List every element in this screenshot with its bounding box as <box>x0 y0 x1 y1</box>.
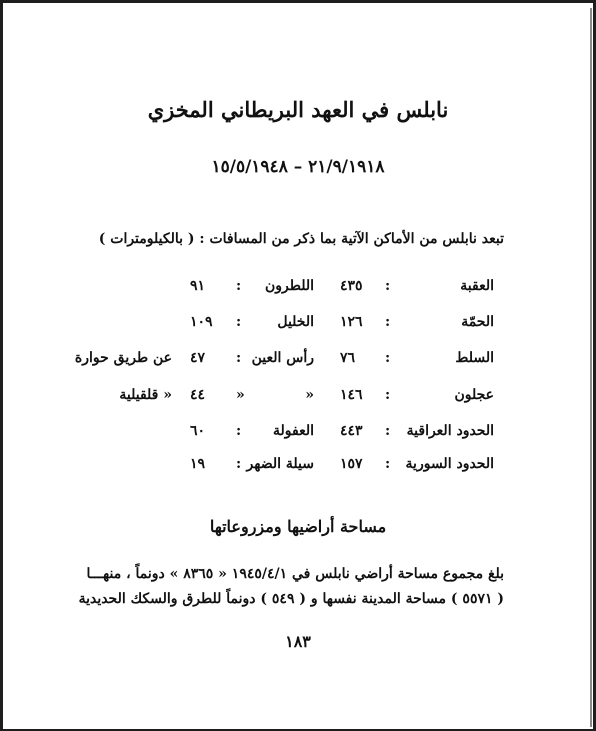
distance-value: ٩١ <box>190 278 206 294</box>
place-name: الحدود العراقية <box>406 423 494 439</box>
distance-note: « قلقيلية <box>119 387 172 403</box>
separator: : <box>385 423 391 439</box>
page-title: نابلس في العهد البريطاني المخزي <box>147 97 449 122</box>
distance-row <box>0 350 596 372</box>
place-name: عجلون <box>454 387 494 403</box>
ditto-mark: « <box>236 387 245 403</box>
date-range: ٢١/٩/١٩١٨ – ١٥/٥/١٩٤٨ <box>211 157 385 177</box>
place-name: السلط <box>455 350 494 366</box>
distance-row <box>0 423 596 445</box>
place-name: سيلة الضهر <box>246 456 314 472</box>
distance-value: ١٠٩ <box>190 314 213 330</box>
separator: : <box>385 278 391 294</box>
place-name: العفولة <box>273 423 314 439</box>
intro-text: تبعد نابلس من الأماكن الآتية بما ذكر من المسافات : ( بالكيلومترات ) <box>98 231 504 247</box>
distance-value: ١٩ <box>190 456 206 472</box>
place-name: رأس العين <box>251 350 314 366</box>
paragraph-line: ( ٥٥٧١ ) مساحة المدينة نفسها و ( ٥٤٩ ) دونماً للطرق والسكك الحديدية <box>78 591 504 607</box>
page-number: ١٨٣ <box>285 632 311 651</box>
separator: : <box>385 387 391 403</box>
place-name: العقبة <box>460 278 494 294</box>
distance-value: ٧٦ <box>340 350 356 366</box>
distance-row <box>0 278 596 300</box>
distance-row <box>0 456 596 478</box>
distance-value: ٤٤ <box>190 387 206 403</box>
distance-value: ٦٠ <box>190 423 206 439</box>
distance-value: ٤٤٣ <box>340 423 363 439</box>
separator: : <box>236 314 242 330</box>
distance-value: ٤٧ <box>190 350 206 366</box>
paragraph-line: بلغ مجموع مساحة أراضي نابلس في ١٩٤٥/٤/١ « ٨٣٦٥ » دونماً ، منهـــا <box>86 566 504 582</box>
section-heading: مساحة أراضيها ومزروعاتها <box>209 517 387 536</box>
separator: : <box>385 350 391 366</box>
place-name: اللطرون <box>264 278 314 294</box>
separator: : <box>236 278 242 294</box>
ditto-mark: « <box>305 387 314 403</box>
distance-note: عن طريق حوارة <box>74 350 172 366</box>
place-name: الحدود السورية <box>405 456 494 472</box>
distance-value: ١٤٦ <box>340 387 363 403</box>
distance-row <box>0 314 596 336</box>
separator: : <box>236 456 242 472</box>
place-name: الخليل <box>277 314 314 330</box>
separator: : <box>385 314 391 330</box>
distance-row <box>0 387 596 409</box>
distance-value: ٤٣٥ <box>340 278 363 294</box>
separator: : <box>385 456 391 472</box>
separator: : <box>236 350 242 366</box>
separator: : <box>236 423 242 439</box>
distance-value: ١٥٧ <box>340 456 363 472</box>
distance-value: ١٢٦ <box>340 314 363 330</box>
place-name: الحمّة <box>461 314 494 330</box>
